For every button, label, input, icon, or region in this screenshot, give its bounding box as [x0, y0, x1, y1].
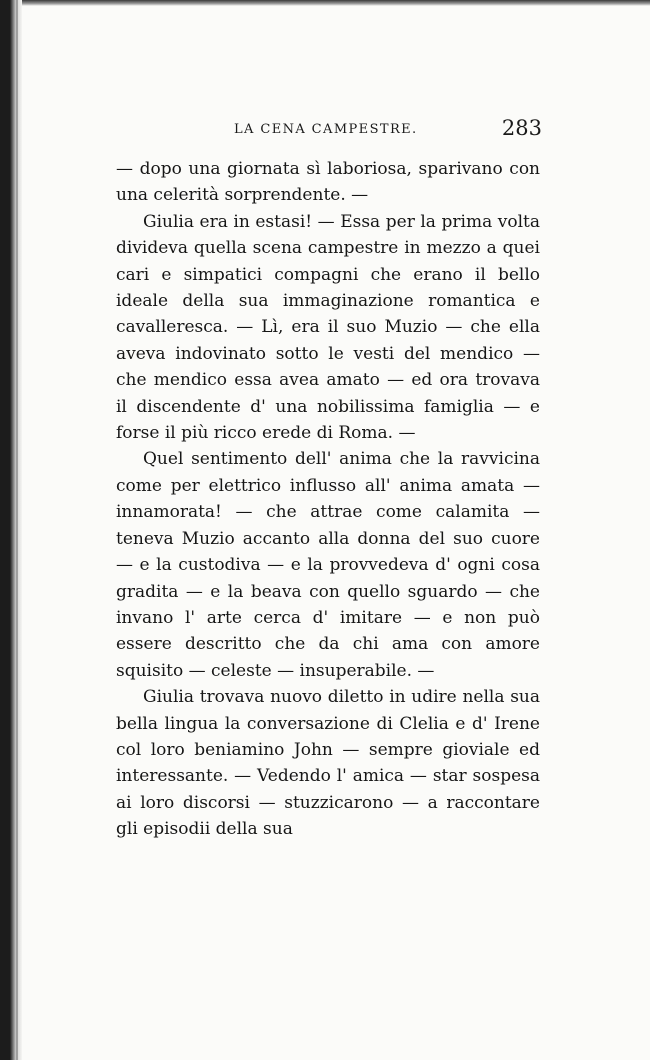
page-top-edge — [0, 0, 650, 6]
spine-line — [16, 0, 18, 1060]
book-spine-shadow — [0, 0, 22, 1060]
running-head: LA CENA CAMPESTRE. — [234, 122, 418, 137]
paragraph-1: — dopo una giornata sì laboriosa, sparivano con una celerità sorprendente. — — [116, 159, 540, 206]
paragraph-4: Giulia trovava nuovo diletto in udire nella sua bella lingua la conversazione di Clelia e d' Irene col loro beniamino John — sempre gioviale ed interessante. — Vedendo l' amica — star sospesa ai loro discorsi — stuzzicarono — a raccontare gli episodii della sua — [116, 687, 540, 840]
page-header — [116, 116, 542, 146]
paragraph-3: Quel sentimento dell' anima che la ravvicina come per elettrico influsso all' anima amata — innamorata! — che attrae come calamita — teneva Muzio accanto alla donna del suo cuore — e la custodiva — e la provvedeva d' ogni cosa gradita — e la beava con quello sguardo — che invano l' arte cerca d' imitare — e non può essere descritto che da chi ama con amore squisito — celeste — insuperabile. — — [116, 449, 540, 681]
body-text — [116, 156, 540, 843]
page-number: 283 — [501, 116, 542, 140]
paragraph-2: Giulia era in estasi! — Essa per la prima volta divideva quella scena campestre in mezzo a quei cari e simpatici compagni che erano il bello ideale della sua immaginazione romantica e cavalleresca. — Lì, era il suo Muzio — che ella aveva indovinato sotto le vesti del mendico — che mendico essa avea amato — ed ora trovava il discendente d' una nobilissima famiglia — e forse il più ricco erede di Roma. — — [116, 211, 540, 444]
